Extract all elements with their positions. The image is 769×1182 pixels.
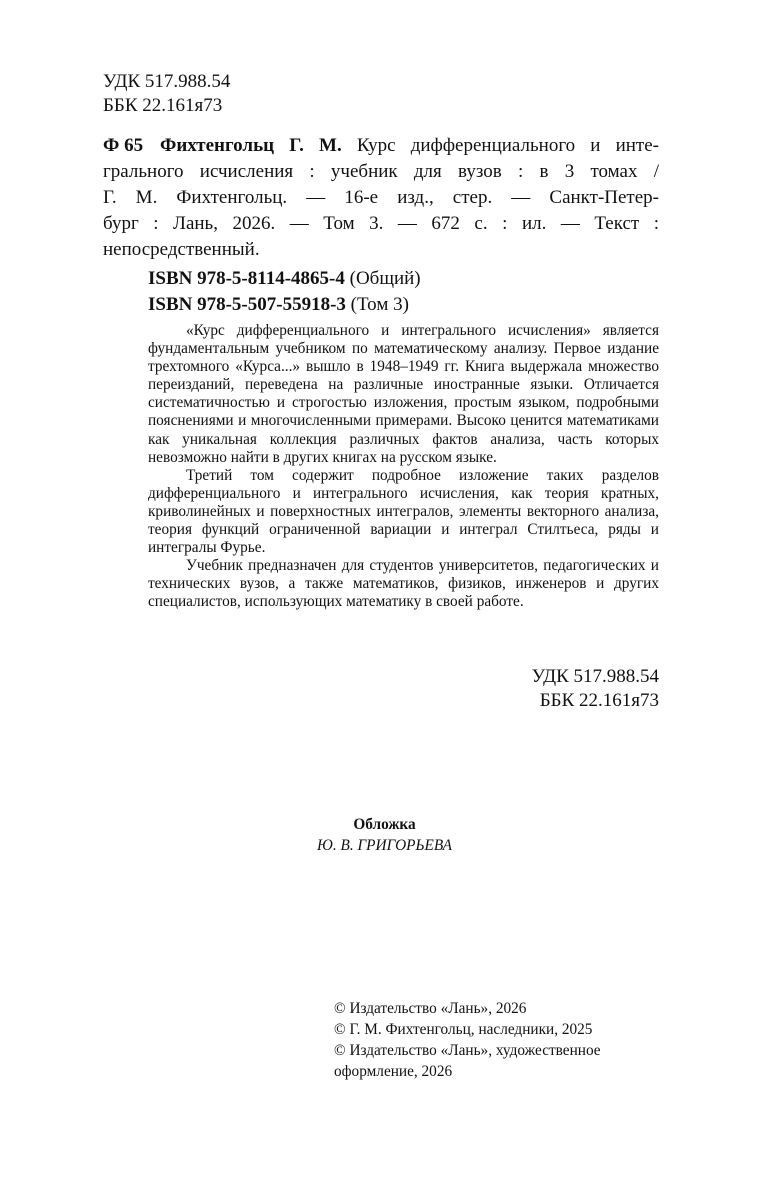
annotation [148, 322, 659, 612]
udk-code-bottom: УДК 517.988.54 [531, 666, 659, 687]
annotation-paragraph-2: Третий том содержит подробное изложение таких разделов дифференциального и интегрального исчисления, как теория кратных, криволинейных и поверхностных интегралов, элементы векторного анализа, теория функций ограниченной вариации и интеграл Стилтьеса, ряды и интегралы Фурье. [148, 466, 659, 557]
isbn-block [148, 266, 421, 318]
copyright-line-2: © Г. М. Фихтенгольц, наследники, 2025 [334, 1021, 593, 1038]
bibliographic-entry [103, 133, 659, 263]
author-mark: Ф 65 [103, 135, 144, 156]
annotation-paragraph-1: «Курс дифференциального и интегрального исчисления» является фундаментальным учебником по математическому анализу. Первое издание трехтомного «Курса...» вышло в 1948–1949 гг. Книга выдержала множество переизданий, переведена на различные иностранные языки. Отличается систематичностью и строгостью изложения, простым языком, подробными пояснениями и многочисленными примерами. Высоко ценится математиками как уникальная коллекция различных фактов анализа, часть которых невозможно найти в других книгах на русском языке. [148, 322, 659, 466]
isbn-volume: ISBN 978-5-507-55918-3 (Том 3) [148, 294, 409, 315]
cover-designer: Ю. В. ГРИГОРЬЕВА [317, 837, 452, 854]
cover-label: Обложка [353, 816, 416, 833]
classification-footer [532, 665, 659, 713]
classification-header [103, 70, 230, 118]
entry-line-2: грального исчисления : учебник для вузов : в 3 томах / [103, 161, 659, 182]
copyright-line-4: оформление, 2026 [334, 1063, 453, 1080]
entry-line-1: Фихтенгольц Г. М. Курс дифференциального и инте- [160, 135, 659, 156]
copyright-block [334, 998, 601, 1082]
udk-code: УДК 517.988.54 [103, 71, 231, 92]
entry-line-4: бург : Лань, 2026. — Том 3. — 672 с. : ил. — Текст : [103, 213, 659, 234]
cover-credit [0, 814, 769, 856]
author-name: Фихтенгольц Г. М. [160, 135, 342, 156]
copyright-line-3: © Издательство «Лань», художественное [334, 1042, 601, 1059]
copyright-line-1: © Издательство «Лань», 2026 [334, 1000, 527, 1017]
entry-line-3: Г. М. Фихтенгольц. — 16-е изд., стер. — Санкт-Петер- [103, 187, 659, 208]
entry-line-5: непосредственный. [103, 239, 260, 260]
annotation-paragraph-3: Учебник предназначен для студентов университетов, педагогических и технических вузов, а также математиков, физиков, инженеров и других специалистов, использующих математику в своей работе. [148, 557, 659, 611]
bbk-code-bottom: ББК 22.161я73 [539, 690, 659, 711]
bbk-code: ББК 22.161я73 [103, 95, 223, 116]
isbn-general: ISBN 978-5-8114-4865-4 (Общий) [148, 268, 421, 289]
